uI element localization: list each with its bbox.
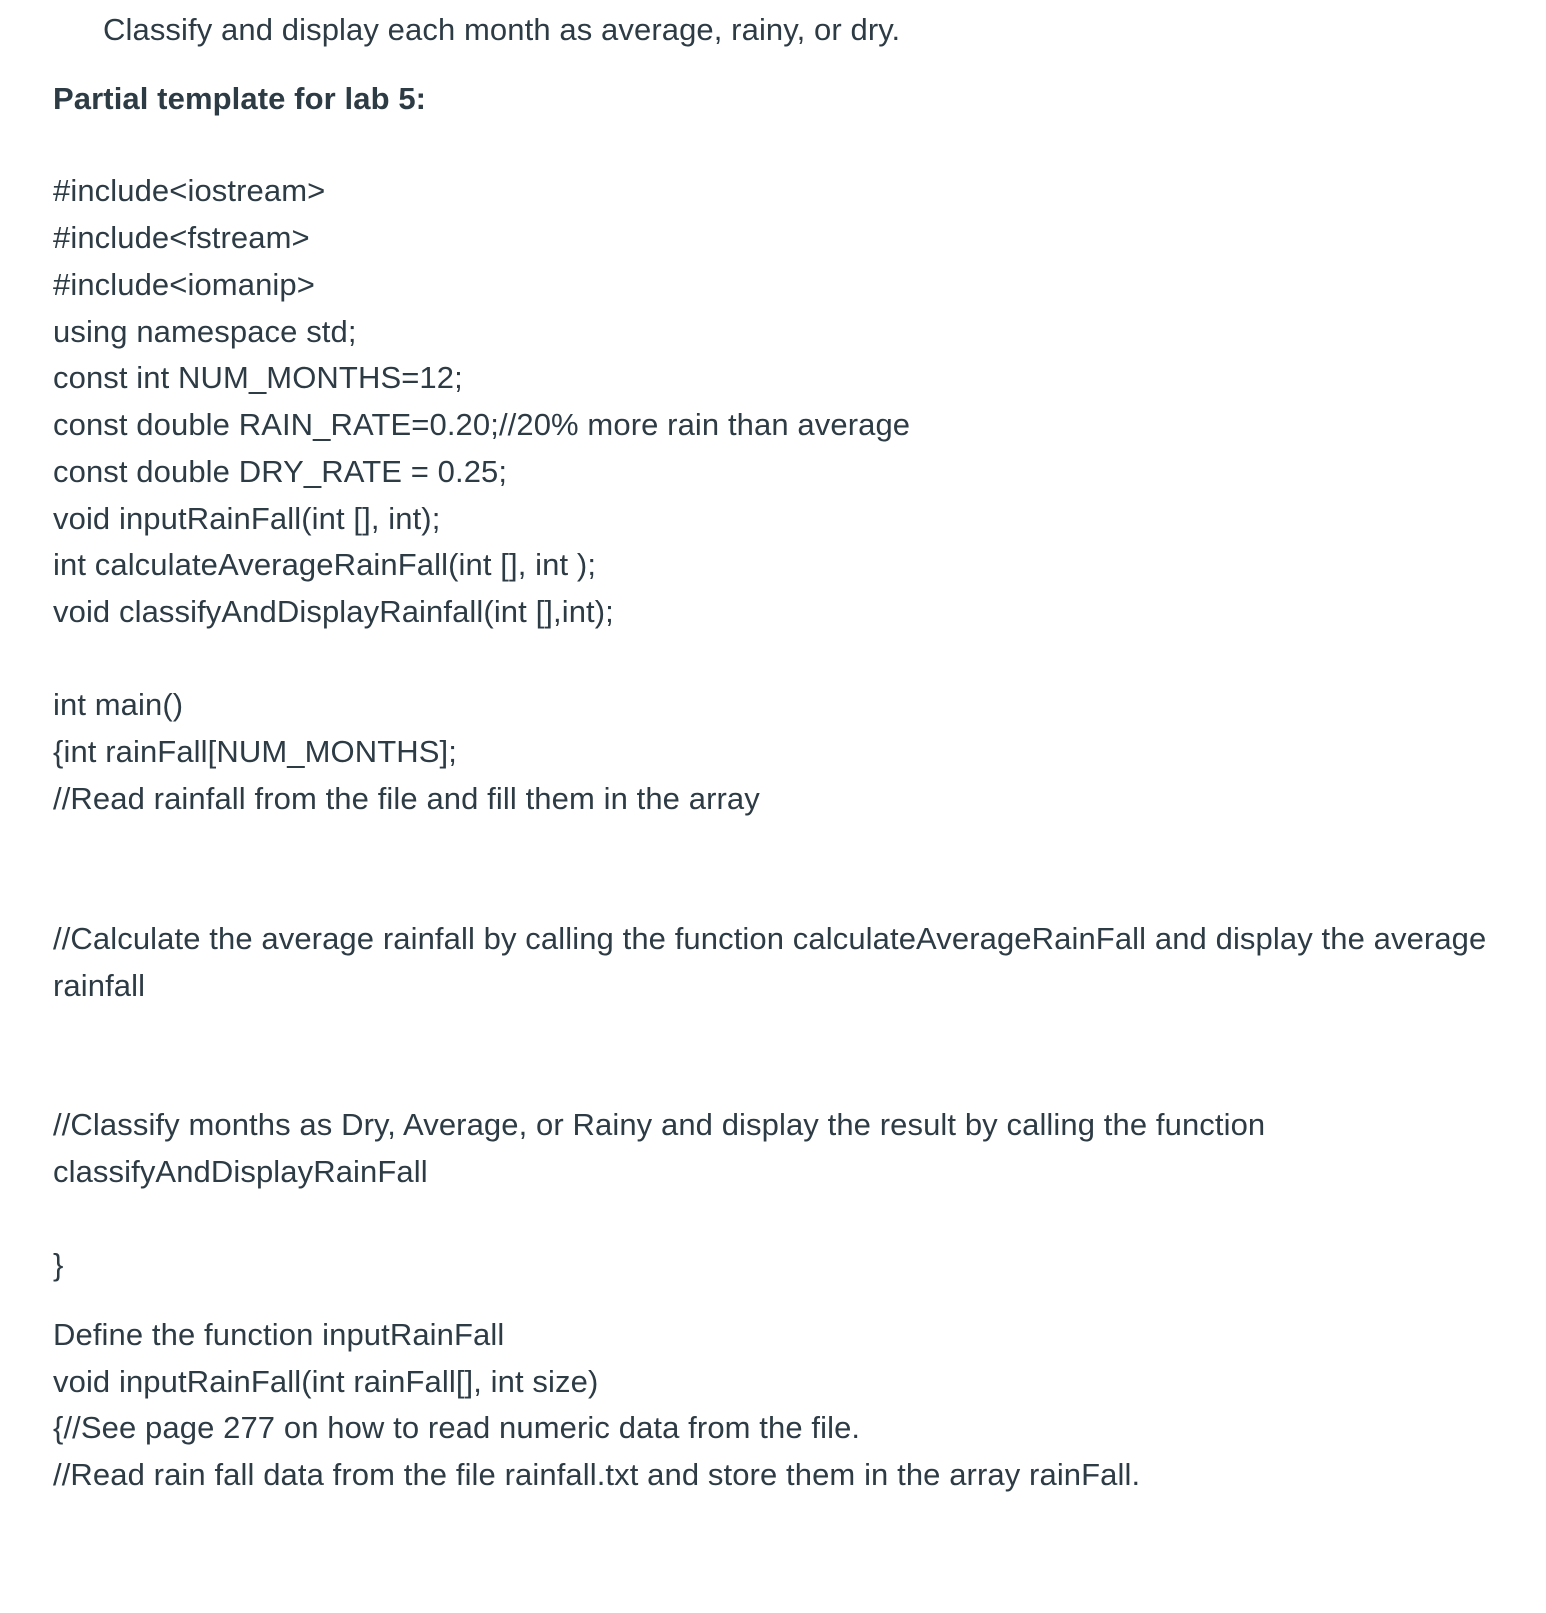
code-line: const double RAIN_RATE=0.20;//20% more rain than average [53, 407, 911, 442]
code-line: const int NUM_MONTHS=12; [53, 360, 463, 395]
code-comment: rainfall [53, 968, 146, 1003]
code-comment: //Classify months as Dry, Average, or Rainy and display the result by calling the function [53, 1107, 1266, 1142]
code-line: #include<iomanip> [53, 267, 315, 302]
code-line: #include<fstream> [53, 220, 310, 255]
code-comment: //Read rain fall data from the file rainfall.txt and store them in the array rainFall. [53, 1457, 1141, 1492]
code-line: {int rainFall[NUM_MONTHS]; [53, 734, 457, 769]
code-line: #include<iostream> [53, 173, 326, 208]
code-comment: //Calculate the average rainfall by calling the function calculateAverageRainFall and display the average [53, 921, 1487, 956]
intro-line: Classify and display each month as average, rainy, or dry. [103, 12, 901, 47]
code-line: void inputRainFall(int [], int); [53, 501, 441, 536]
closing-brace: } [53, 1247, 64, 1282]
code-line: const double DRY_RATE = 0.25; [53, 454, 508, 489]
code-comment: {//See page 277 on how to read numeric data from the file. [53, 1410, 861, 1445]
code-line: using namespace std; [53, 314, 357, 349]
code-line: void classifyAndDisplayRainfall(int [],int); [53, 594, 614, 629]
code-line: int calculateAverageRainFall(int [], int ); [53, 547, 597, 582]
code-comment: //Read rainfall from the file and fill them in the array [53, 781, 760, 816]
code-line: void inputRainFall(int rainFall[], int size) [53, 1364, 599, 1399]
code-comment: classifyAndDisplayRainFall [53, 1154, 428, 1189]
code-line: int main() [53, 687, 184, 722]
section-heading: Partial template for lab 5: [53, 81, 427, 116]
define-heading: Define the function inputRainFall [53, 1317, 505, 1352]
